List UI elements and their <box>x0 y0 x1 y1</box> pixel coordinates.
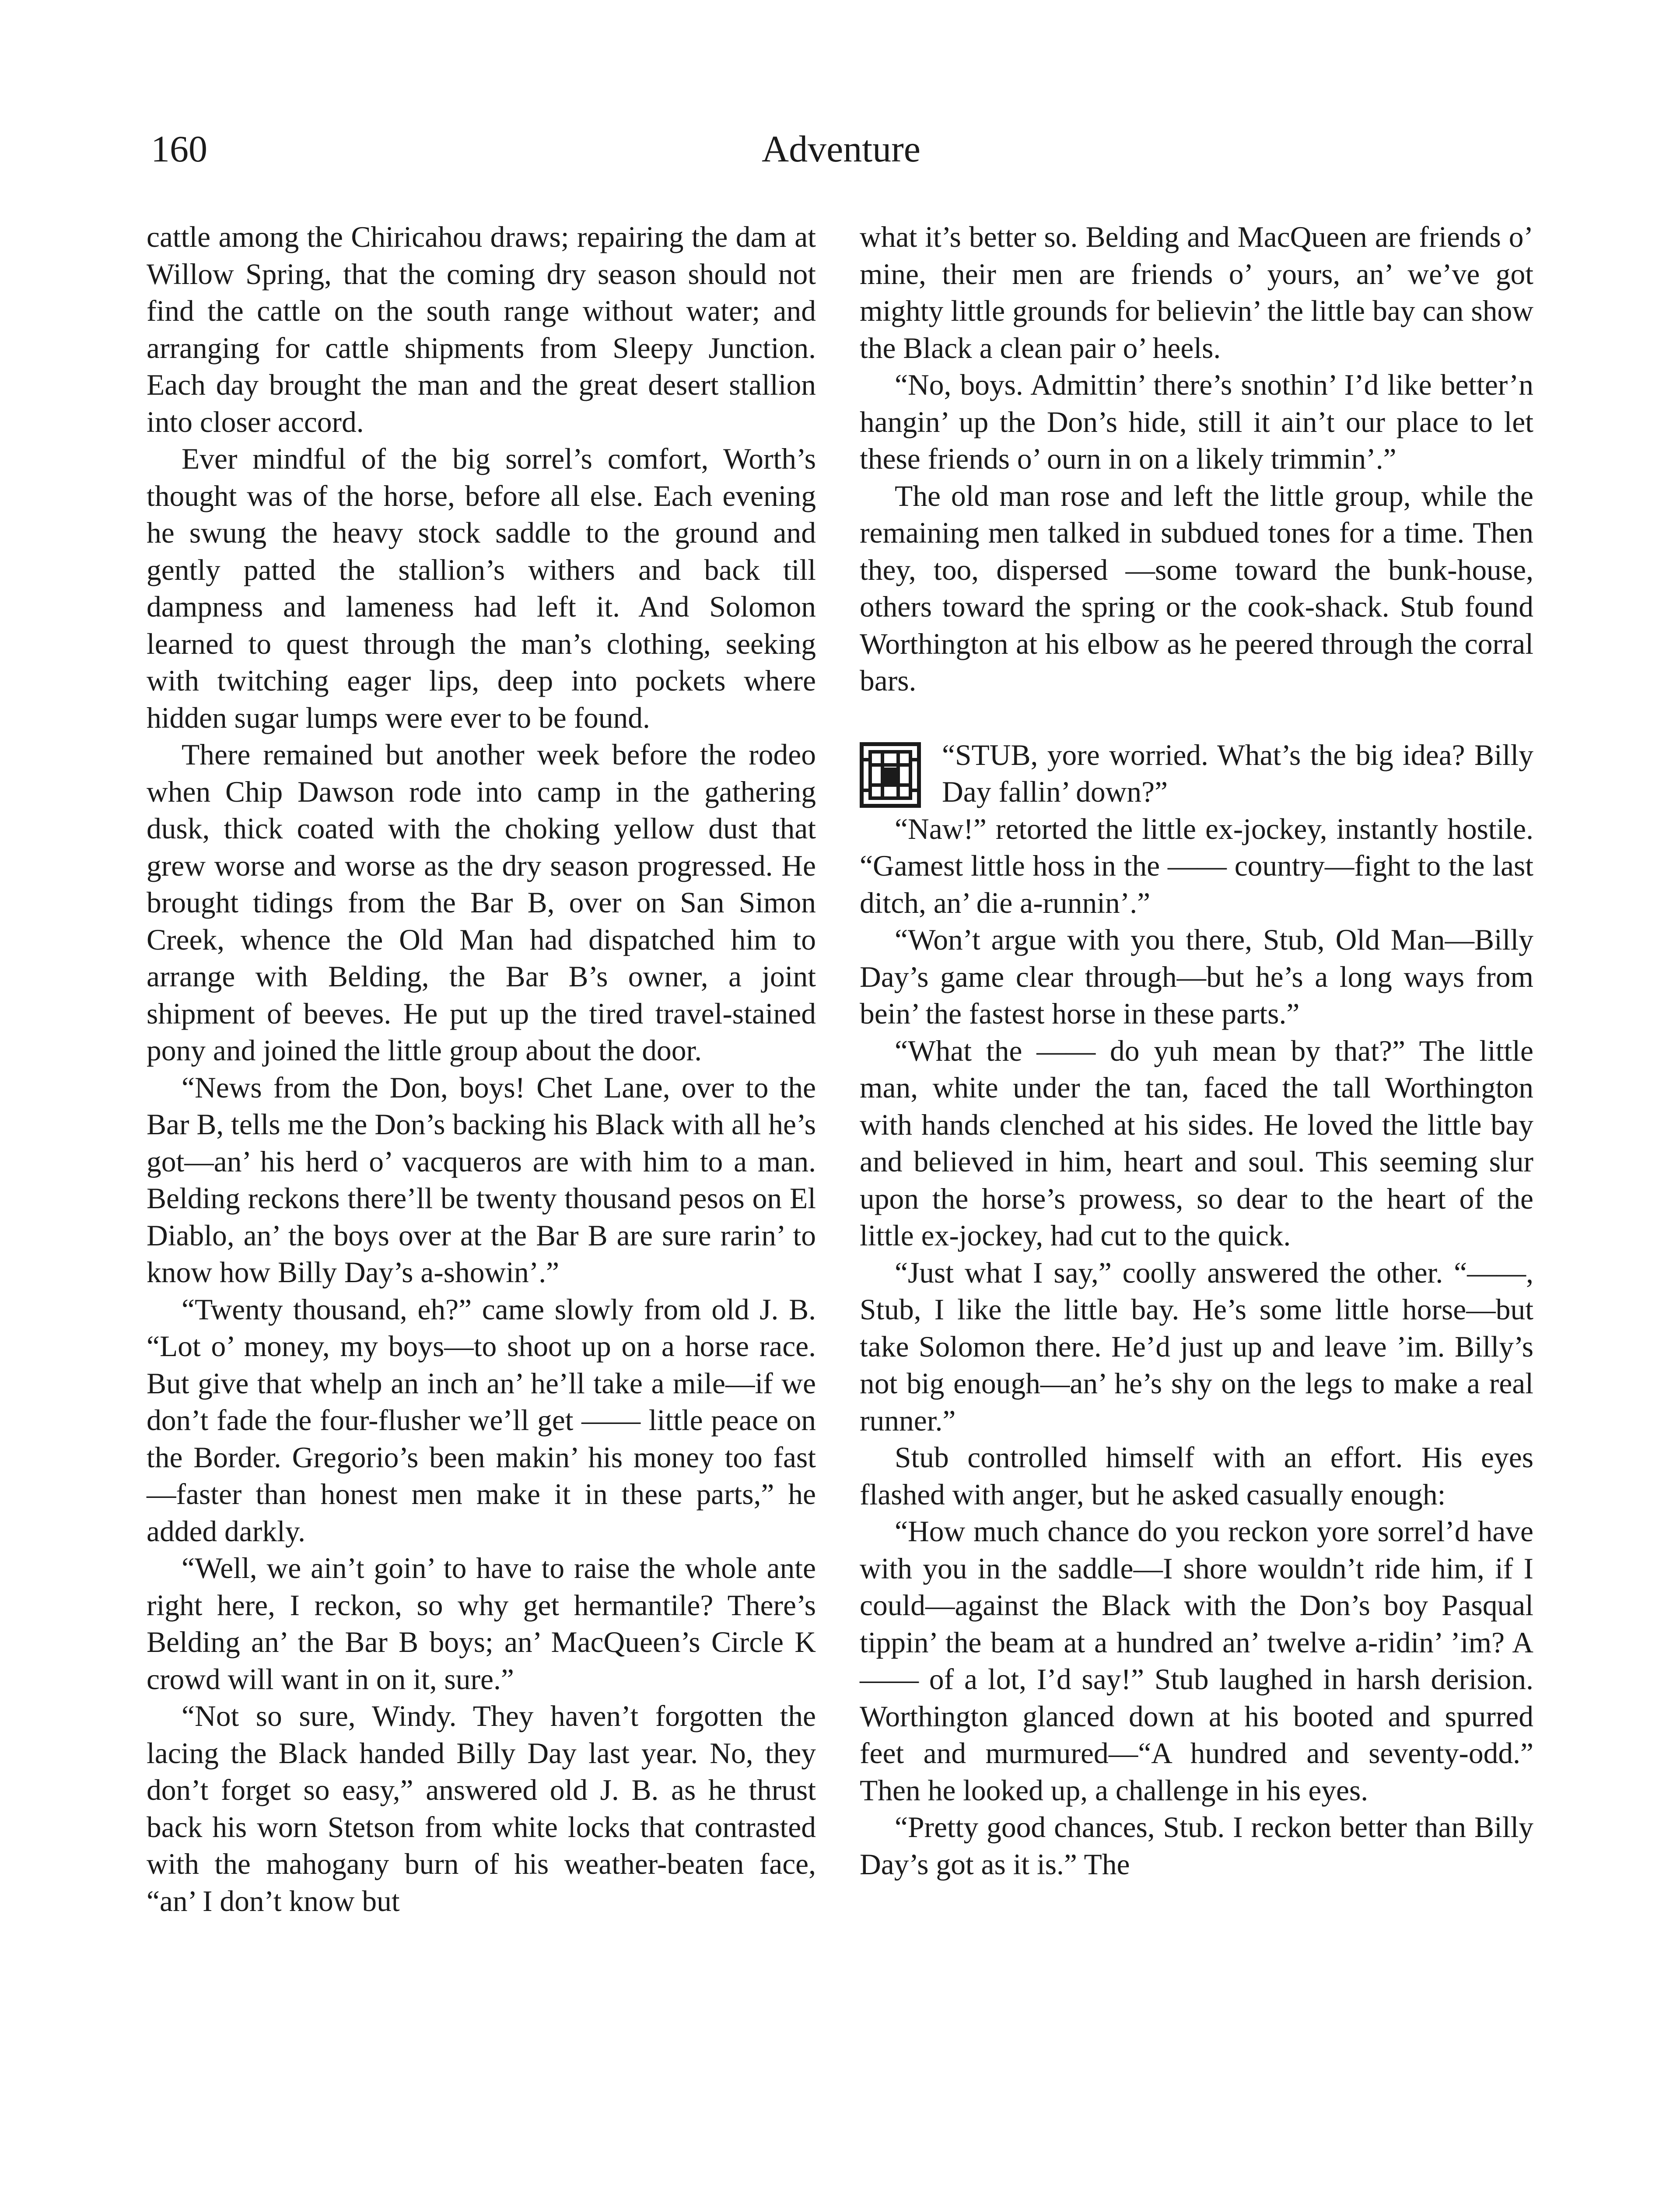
paragraph: “Well, we ain’t goin’ to have to raise the whole ante right here, I reckon, so why get hermantile? There’s Belding an’ the Bar B boys; an’ MacQueen’s Circle K crowd will want in on it, sure.” <box>147 1552 816 1696</box>
right-column <box>860 219 1533 1883</box>
paragraph: “Twenty thousand, eh?” came slowly from old J. B. “Lot o’ money, my boys—to shoot up on a horse race. But give that whelp an inch an’ he’ll take a mile—if we don’t fade the four-flusher we’ll get —— little peace on the Border. Gregorio’s been makin’ his money too fast—faster than honest men make it in these parts,” he added darkly. <box>147 1293 816 1548</box>
section-break <box>860 700 1533 737</box>
page-number: 160 <box>151 128 207 170</box>
paragraph: “What the —— do yuh mean by that?” The little man, white under the tan, faced the tall Worthington with hands clenched at his sides. He loved the little bay and believed in him, heart and soul. This seeming slur upon the horse’s prowess, so dear to the heart of the little ex-jockey, had cut to the quick. <box>860 1034 1533 1252</box>
initial-paragraph-block <box>860 737 1533 922</box>
paragraph: what it’s better so. Belding and MacQueen are friends o’ mine, their men are friends o’ yours, an’ we’ve got mighty little grounds for believin’ the little bay can show the Black a clean pair o’ heels. <box>860 221 1533 365</box>
paragraph: Ever mindful of the big sorrel’s comfort, Worth’s thought was of the horse, before all else. Each evening he swung the heavy stock saddle to the ground and gently patted the stallion’s withers and back till dampness and lameness had left it. And Solomon learned to quest through the man’s clothing, seeking with twitching eager lips, deep into pockets where hidden sugar lumps were ever to be found. <box>147 442 816 734</box>
paragraph: Stub controlled himself with an effort. His eyes flashed with anger, but he asked casually enough: <box>860 1441 1533 1511</box>
paragraph: “How much chance do you reckon yore sorrel’d have with you in the saddle—I shore wouldn’t ride him, if I could—against the Black with the Don’s boy Pasqual tippin’ the beam at a hundred an’ twelve a-ridin’ ’im? A —— of a lot, I’d say!” Stub laughed in harsh derision. Worthington glanced down at his booted and spurred feet and murmured—“A hundred and seventy-odd.” Then he looked up, a challenge in his eyes. <box>860 1515 1533 1807</box>
paragraph: There remained but another week before the rodeo when Chip Dawson rode into camp in the gathering dusk, thick coated with the choking yellow dust that grew worse and worse as the dry season progressed. He brought tidings from the Bar B, over on San Simon Creek, whence the Old Man had dispatched him to arrange with Belding, the Bar B’s owner, a joint shipment of beeves. He put up the tired travel-stained pony and joined the little group about the door. <box>147 738 816 1067</box>
paragraph: “Not so sure, Windy. They haven’t forgotten the lacing the Black handed Billy Day last year. No, they don’t forget so easy,” answered old J. B. as he thrust back his worn Stetson from white locks that contrasted with the mahogany burn of his weather-beaten face, “an’ I don’t know but <box>147 1700 816 1918</box>
paragraph: “Pretty good chances, Stub. I reckon better than Billy Day’s got as it is.” The <box>860 1811 1533 1881</box>
paragraph: “Naw!” retorted the little ex-jockey, instantly hostile. “Gamest little hoss in the —— country—fight to the last ditch, an’ die a-runnin’.” <box>860 812 1533 919</box>
paragraph: cattle among the Chiricahou draws; repairing the dam at Willow Spring, that the coming dry season should not find the cattle on the south range without water; and arranging for cattle shipments from Sleepy Junction. Each day brought the man and the great desert stallion into closer accord. <box>147 221 816 438</box>
paragraph: “Won’t argue with you there, Stub, Old Man—Billy Day’s game clear through—but he’s a long ways from bein’ the fastest horse in these parts.” <box>860 923 1533 1030</box>
decorative-initial-ornament-icon <box>860 742 921 808</box>
paragraph: “No, boys. Admittin’ there’s snothin’ I’d like better’n hangin’ up the Don’s hide, still it ain’t our place to let these friends o’ ourn in on a likely trimmin’.” <box>860 368 1533 475</box>
paragraph: The old man rose and left the little group, while the remaining men talked in subdued tones for a time. Then they, too, dispersed —some toward the bunk-house, others toward the spring or the cook-shack. Stub found Worthington at his elbow as he peered through the corral bars. <box>860 479 1533 697</box>
left-column <box>147 219 816 1920</box>
paragraph: “News from the Don, boys! Chet Lane, over to the Bar B, tells me the Don’s backing his Black with all he’s got—an’ his herd o’ vacqueros are with him to a man. Belding reckons there’ll be twenty thousand pesos on El Diablo, an’ the boys over at the Bar B are sure rarin’ to know how Billy Day’s a-showin’.” <box>147 1071 816 1289</box>
page-header <box>151 123 1531 175</box>
paragraph: “STUB, yore worried. What’s the big idea? Billy Day fallin’ down?” <box>942 738 1533 808</box>
running-title: Adventure <box>762 128 920 170</box>
paragraph: “Just what I say,” coolly answered the other. “——, Stub, I like the little bay. He’s some little horse—but take Solomon there. He’d just up and leave ’im. Billy’s not big enough—an’ he’s shy on the legs to make a real runner.” <box>860 1256 1533 1437</box>
